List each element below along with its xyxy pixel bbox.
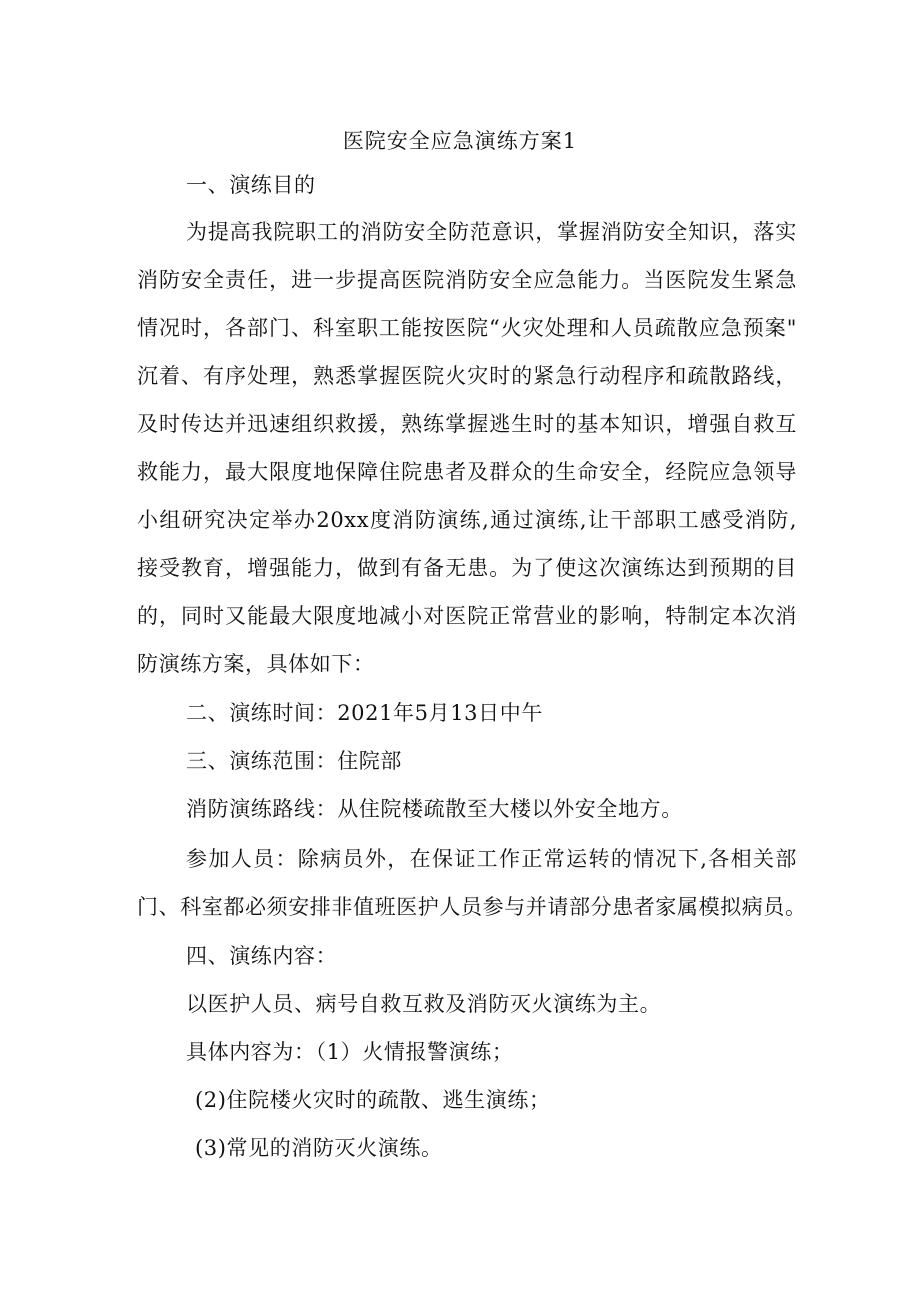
content-item: (3)常见的消防灭火演练。 [195, 1136, 443, 1160]
paragraph-line: 救能力，最大限度地保障住院患者及群众的生命安全，经院应急领导 [137, 460, 797, 484]
paragraph-line: 消防安全责任，进一步提高医院消防安全应急能力。当医院发生紧急 [137, 268, 797, 292]
content-main: 以医护人员、病号自救互救及消防灭火演练为主。 [186, 992, 662, 1016]
paragraph-line: 沉着、有序处理，熟悉掌握医院火灾时的紧急行动程序和疏散路线， [137, 364, 797, 388]
section-heading-content: 四、演练内容： [186, 944, 338, 968]
document-title: 医院安全应急演练方案1 [342, 129, 578, 153]
paragraph-line: 的，同时又能最大限度地减小对医院正常营业的影响，特制定本次消 [137, 604, 797, 628]
paragraph-line: 情况时，各部门、科室职工能按医院“火灾处理和人员疏散应急预案" [137, 316, 797, 340]
section-time: 二、演练时间：2021年5月13日中午 [186, 701, 543, 725]
paragraph-line: 小组研究决定举办20xx度消防演练,通过演练,让干部职工感受消防, [137, 508, 797, 532]
content-item: (2)住院楼火灾时的疏散、逃生演练； [195, 1088, 551, 1112]
section-scope: 三、演练范围：住院部 [186, 749, 402, 773]
section-heading-purpose: 一、演练目的 [186, 173, 316, 197]
paragraph-line: 及时传达并迅速组织救援，熟练掌握逃生时的基本知识，增强自救互 [137, 412, 797, 436]
paragraph-line: 防演练方案，具体如下： [137, 652, 375, 676]
paragraph-line: 为提高我院职工的消防安全防范意识，掌握消防安全知识，落实 [186, 220, 797, 244]
participants-line: 参加人员：除病员外，在保证工作正常运转的情况下,各相关部 [186, 847, 797, 871]
paragraph-line: 接受教育，增强能力，做到有备无患。为了使这次演练达到预期的目 [137, 556, 797, 580]
content-item: 具体内容为：（1）火情报警演练； [186, 1040, 514, 1064]
drill-route: 消防演练路线：从住院楼疏散至大楼以外安全地方。 [186, 797, 683, 821]
participants-line: 门、科室都必须安排非值班医护人员参与并请部分患者家属模拟病员。 [137, 895, 807, 919]
